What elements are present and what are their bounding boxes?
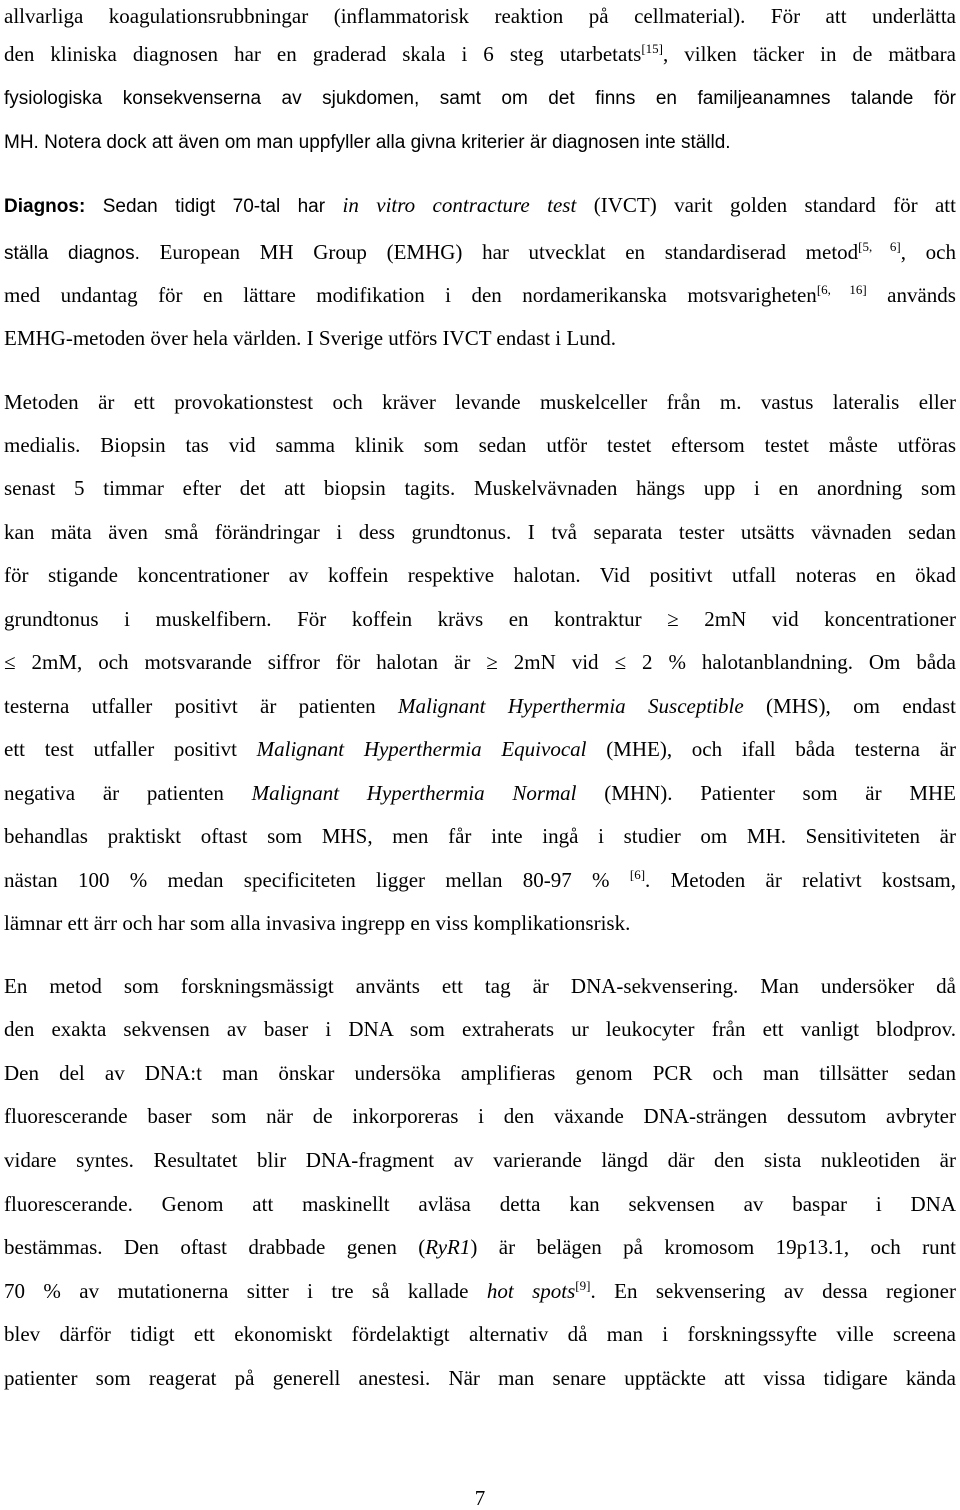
text: fluorescerande. Genom att maskinellt avläsa detta kan sekvensen av baspar i DNA	[4, 1192, 956, 1216]
text: medialis. Biopsin tas vid samma klinik som sedan utför testet eftersom testet måste utföras	[4, 433, 956, 457]
text: EMHG-metoden över hela världen. I Sverige utförs IVCT endast i Lund.	[4, 326, 616, 350]
text: den kliniska diagnosen har en graderad skala i 6 steg utarbetats	[4, 42, 642, 66]
paragraph-3-line-9	[4, 734, 956, 764]
citation-reference: [9]	[575, 1278, 591, 1293]
text: European MH Group (EMHG) har utvecklat en standardiserad metod	[139, 240, 859, 264]
paragraph-1-line-3	[4, 84, 956, 114]
paragraph-1-line-1	[4, 1, 956, 31]
text: Sedan tidigt 70-tal har	[85, 196, 343, 217]
paragraph-3-line-6	[4, 604, 956, 634]
page-number: 7	[474, 1486, 486, 1510]
text: ) är belägen på kromosom 19p13.1, och runt	[470, 1235, 956, 1259]
text: med undantag för en lättare modifikation i den nordamerikanska motsvarigheten	[4, 283, 817, 307]
paragraph-3-line-13	[4, 908, 956, 938]
text: negativa är patienten	[4, 781, 252, 805]
text: Metoden är ett provokationstest och kräver levande muskelceller från m. vastus lateralis eller	[4, 390, 956, 414]
text: En metod som forskningsmässigt använts ett tag är DNA-sekvensering. Man undersöker då	[4, 974, 956, 998]
paragraph-2-line-4	[4, 323, 956, 353]
text: för stigande koncentrationer av koffein respektive halotan. Vid positivt utfall noteras en ökad	[4, 563, 956, 587]
text: kan mäta även små förändringar i dess grundtonus. I två separata tester utsätts vävnaden sedan	[4, 520, 956, 544]
text: ≤ 2mM, och motsvarande siffror för halotan är ≥ 2mN vid ≤ 2 % halotanblandning. Om båda	[4, 650, 956, 674]
text: (MHN). Patienter som är MHE	[576, 781, 956, 805]
paragraph-4-line-8	[4, 1276, 956, 1306]
italic-term: Malignant Hyperthermia Susceptible	[398, 694, 744, 718]
paragraph-2-line-2	[4, 237, 956, 267]
text: fluorescerande baser som när de inkorporeras i den växande DNA-strängen dessutom avbryter	[4, 1104, 956, 1128]
paragraph-4-line-2	[4, 1014, 956, 1044]
italic-term: RyR1	[425, 1235, 471, 1259]
text: patienter som reagerat på generell anestesi. När man senare upptäckte att vissa tidigare kända	[4, 1366, 956, 1390]
text: . Metoden är relativt kostsam,	[645, 868, 956, 892]
text: , vilken täcker in de mätbara	[663, 42, 956, 66]
text: senast 5 timmar efter det att biopsin tagits. Muskelvävnaden hängs upp i en anordning som	[4, 476, 956, 500]
paragraph-3-line-7	[4, 647, 956, 677]
paragraph-3-line-4	[4, 517, 956, 547]
italic-term: in vitro contracture test	[342, 193, 577, 217]
text: grundtonus i muskelfibern. För koffein krävs en kontraktur ≥ 2mN vid koncentrationer	[4, 607, 956, 631]
paragraph-3-line-2	[4, 430, 956, 460]
paragraph-1-line-4	[4, 128, 956, 158]
text: 70 % av mutationerna sitter i tre så kallade	[4, 1279, 487, 1303]
paragraph-2-line-3	[4, 280, 956, 310]
citation-reference: [15]	[641, 41, 664, 56]
text: nästan 100 % medan specificiteten ligger mellan 80-97 %	[4, 868, 630, 892]
paragraph-4-line-5	[4, 1145, 956, 1175]
text: blev därför tidigt ett ekonomiskt fördelaktigt alternativ då man i forskningssyfte ville screena	[4, 1322, 956, 1346]
paragraph-3-line-10	[4, 778, 956, 808]
text: bestämmas. Den oftast drabbade genen (	[4, 1235, 426, 1259]
text: (MHS), om endast	[743, 694, 956, 718]
paragraph-4-line-1	[4, 971, 956, 1001]
paragraph-3-line-11	[4, 821, 956, 851]
paragraph-3-line-5	[4, 560, 956, 590]
paragraph-3-line-8	[4, 691, 956, 721]
section-heading: Diagnos:	[4, 196, 86, 217]
paragraph-4-line-3	[4, 1058, 956, 1088]
italic-term: Malignant Hyperthermia Normal	[251, 781, 577, 805]
paragraph-3-line-3	[4, 473, 956, 503]
italic-term: hot spots	[486, 1279, 576, 1303]
paragraph-4-line-4	[4, 1101, 956, 1131]
text: den exakta sekvensen av baser i DNA som extraherats ur leukocyter från ett vanligt blodprov.	[4, 1017, 956, 1041]
paragraph-2-line-1	[4, 190, 956, 220]
italic-term: Malignant Hyperthermia Equivocal	[256, 737, 587, 761]
paragraph-4-line-7	[4, 1232, 956, 1262]
text: . En sekvensering av dessa regioner	[590, 1279, 956, 1303]
paragraph-4-line-9	[4, 1319, 956, 1349]
text: testerna utfaller positivt är patienten	[4, 694, 399, 718]
text: MH. Notera dock att även om man uppfyller alla givna kriterier är diagnosen inte ställd.	[4, 132, 731, 153]
citation-reference: [6, 16]	[816, 282, 867, 297]
text: ett test utfaller positivt	[4, 737, 257, 761]
paragraph-1-line-2	[4, 39, 956, 69]
text: behandlas praktiskt oftast som MHS, men får inte ingå i studier om MH. Sensitiviteten är	[4, 824, 956, 848]
paragraph-4-line-10	[4, 1363, 956, 1393]
citation-reference: [5, 6]	[858, 239, 901, 254]
text: allvarliga koagulationsrubbningar (inflammatorisk reaktion på cellmaterial). För att underlätta	[4, 4, 956, 28]
text: vidare syntes. Resultatet blir DNA-fragment av varierande längd där den sista nukleotiden är	[4, 1148, 956, 1172]
text: (IVCT) varit golden standard för att	[576, 193, 956, 217]
paragraph-3-line-1	[4, 387, 956, 417]
text: Den del av DNA:t man önskar undersöka amplifieras genom PCR och man tillsätter sedan	[4, 1061, 956, 1085]
paragraph-4-line-6	[4, 1189, 956, 1219]
text: , och	[900, 240, 956, 264]
text: (MHE), och ifall båda testerna är	[586, 737, 957, 761]
text: fysiologiska konsekvenserna av sjukdomen, samt om det finns en familjeanamnes talande för	[4, 88, 956, 109]
citation-reference: [6]	[629, 867, 646, 882]
paragraph-3-line-12	[4, 865, 956, 895]
text: lämnar ett ärr och har som alla invasiva ingrepp en viss komplikationsrisk.	[4, 911, 631, 935]
text: används	[866, 283, 956, 307]
text: ställa diagnos.	[4, 243, 140, 264]
